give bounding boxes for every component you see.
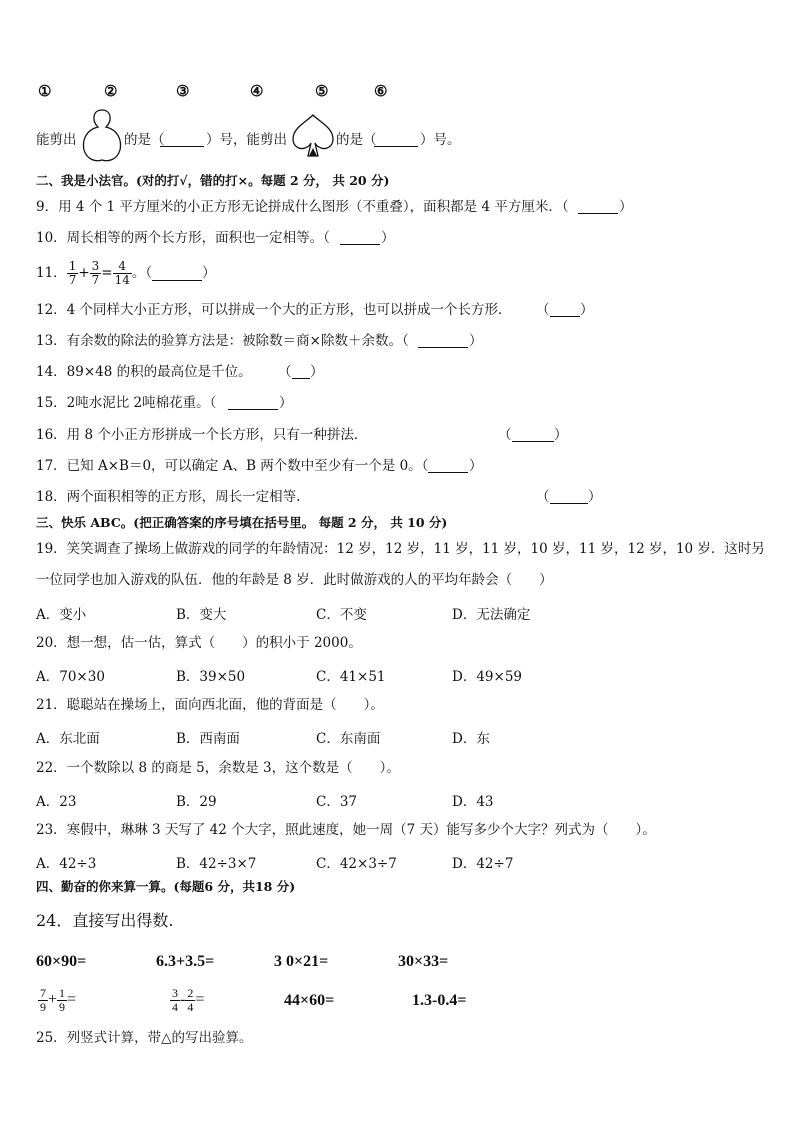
gourd-shape-icon xyxy=(80,108,124,164)
question-19-line-2: 一位同学也加入游戏的队伍．他的年龄是 8 岁．此时做游戏的人的平均年龄会（ ） xyxy=(36,572,553,588)
question-11-end: 。（ xyxy=(131,265,153,281)
plus-sign: + xyxy=(78,265,90,281)
calc-30x21: 3 0×21= xyxy=(274,953,329,970)
question-9: 9．用 4 个 1 平方厘米的小正方形无论拼成什么图形（不重叠），面积都是 4 平方厘米．（ xyxy=(36,199,569,215)
question-22: 22．一个数除以 8 的商是 5，余数是 3，这个数是（ ）。 xyxy=(36,760,400,776)
answer-blank-11[interactable] xyxy=(152,266,202,281)
question-10: 10．周长相等的两个长方形，面积也一定相等。（ xyxy=(36,230,330,246)
answer-blank-10[interactable] xyxy=(340,230,380,245)
minus-sign: - xyxy=(180,991,186,1008)
circle-number-4: ④ xyxy=(250,82,264,100)
fraction-3-4: $\frac{3}{4}$ xyxy=(172,985,178,1014)
calc-44x60: 44×60= xyxy=(284,992,335,1009)
q20-option-d[interactable]: D．49×59 xyxy=(452,669,522,685)
fraction-2-4: $\frac{2}{4}$ xyxy=(187,985,194,1014)
question-11-label: 11． xyxy=(36,265,67,281)
q21-option-c[interactable]: C．东南面 xyxy=(316,731,381,747)
circle-number-5: ⑤ xyxy=(315,82,329,100)
circle-number-3: ③ xyxy=(176,82,190,100)
question-18-close: ） xyxy=(588,489,602,505)
answer-blank-16[interactable] xyxy=(512,427,554,442)
question-15: 15．2吨水泥比 2吨棉花重。（ xyxy=(36,395,217,411)
question-21: 21．聪聪站在操场上，面向西北面，他的背面是（ ）。 xyxy=(36,697,384,713)
equals-sign: = xyxy=(67,991,77,1008)
q21-option-a[interactable]: A．东北面 xyxy=(36,731,100,747)
question-12-close: ） xyxy=(580,302,594,318)
q19-option-c[interactable]: C．不变 xyxy=(316,607,367,623)
calc-fraction-subtract xyxy=(170,982,204,1018)
question-11 xyxy=(36,256,216,290)
answer-blank-15[interactable] xyxy=(228,395,278,410)
q23-option-a[interactable]: A．42÷3 xyxy=(36,856,97,872)
answer-blank-17[interactable] xyxy=(428,458,468,473)
question-9-close: ） xyxy=(619,199,633,215)
question-23: 23．寒假中，琳琳 3 天写了 42 个大字，照此速度，她一周（7 天）能写多少个大字？列式为（ ）。 xyxy=(36,822,656,838)
answer-blank-12[interactable] xyxy=(550,302,580,317)
q22-option-b[interactable]: B．29 xyxy=(176,794,217,810)
equals-sign: = xyxy=(101,265,113,281)
spade-shape-icon xyxy=(290,112,336,160)
answer-blank-spade[interactable] xyxy=(374,132,418,147)
question-20: 20．想一想，估一估，算式（ ）的积小于 2000。 xyxy=(36,635,362,651)
calc-fraction-add xyxy=(38,982,76,1018)
q20-option-b[interactable]: B．39×50 xyxy=(176,669,246,685)
calc-60x90: 60×90= xyxy=(36,953,87,970)
q21-option-b[interactable]: B．西南面 xyxy=(176,731,240,747)
question-14: 14．89×48 的积的最高位是千位。 xyxy=(36,364,252,380)
q19-option-d[interactable]: D．无法确定 xyxy=(452,607,531,623)
section-4-title: 四、勤奋的你来算一算。(每题6 分，共18 分) xyxy=(36,879,296,894)
question-25: 25．列竖式计算，带△的写出验算。 xyxy=(36,1030,253,1046)
cut-line-text-2: 的是（ xyxy=(124,132,165,148)
question-10-close: ） xyxy=(381,230,395,246)
calc-6.3+3.5: 6.3+3.5= xyxy=(156,953,215,970)
q23-option-b[interactable]: B．42÷3×7 xyxy=(176,856,257,872)
calc-1.3-0.4: 1.3-0.4= xyxy=(412,992,467,1009)
cut-line-text-4: 的是（ xyxy=(336,132,377,148)
plus-sign: + xyxy=(48,991,58,1008)
question-19-line-1: 19．笑笑调查了操场上做游戏的同学的年龄情况：12 岁，12 岁，11 岁，11 岁，10 岁，11 岁，12 岁，10 岁．这时另 xyxy=(36,541,765,557)
question-12: 12．4 个同样大小正方形，可以拼成一个大的正方形，也可以拼成一个长方形． xyxy=(36,302,512,318)
section-2-title: 二、我是小法官。(对的打√，错的打×。每题 2 分， 共 20 分) xyxy=(36,173,390,188)
answer-blank-9[interactable] xyxy=(578,199,618,214)
fraction-1-7: $\frac{1}{7}$ xyxy=(68,258,77,287)
q19-option-a[interactable]: A．变小 xyxy=(36,607,87,623)
question-16: 16．用 8 个小正方形拼成一个长方形，只有一种拼法． xyxy=(36,427,368,443)
cut-line-text-1: 能剪出 xyxy=(36,132,77,148)
question-16-close: ） xyxy=(554,427,568,443)
q23-option-c[interactable]: C．42×3÷7 xyxy=(316,856,397,872)
answer-blank-18[interactable] xyxy=(550,489,588,504)
question-24: 24．直接写出得数. xyxy=(36,911,174,930)
question-18-open: （ xyxy=(536,489,550,505)
answer-blank-13[interactable] xyxy=(418,333,468,348)
q23-option-d[interactable]: D．42÷7 xyxy=(452,856,514,872)
q20-option-c[interactable]: C．41×51 xyxy=(316,669,386,685)
calc-30x33: 30×33= xyxy=(398,953,449,970)
q22-option-c[interactable]: C．37 xyxy=(316,794,358,810)
fraction-3-7: $\frac{3}{7}$ xyxy=(91,258,100,287)
q19-option-b[interactable]: B．变大 xyxy=(176,607,227,623)
question-16-open: （ xyxy=(498,427,512,443)
question-17: 17．已知 A×B＝0，可以确定 A、B 两个数中至少有一个是 0。（ xyxy=(36,458,429,474)
question-15-close: ） xyxy=(279,395,293,411)
fraction-7-9: $\frac{7}{9}$ xyxy=(40,985,46,1014)
cut-line-text-5: ）号。 xyxy=(420,132,461,148)
question-11-close: ） xyxy=(202,265,216,281)
question-14-close: ） xyxy=(310,364,324,380)
fraction-4-14: $\frac{4}{14}$ xyxy=(114,258,130,287)
fraction-1-9: $\frac{1}{9}$ xyxy=(59,985,66,1014)
question-18: 18．两个面积相等的正方形，周长一定相等. xyxy=(36,489,301,505)
equals-sign: = xyxy=(195,991,205,1008)
q22-option-d[interactable]: D．43 xyxy=(452,794,494,810)
cut-line-text-3: ）号，能剪出 xyxy=(206,132,287,148)
answer-blank-gourd[interactable] xyxy=(160,132,204,147)
question-12-open: （ xyxy=(536,302,550,318)
q22-option-a[interactable]: A．23 xyxy=(36,794,77,810)
q20-option-a[interactable]: A．70×30 xyxy=(36,669,105,685)
answer-blank-14[interactable] xyxy=(292,364,310,379)
q21-option-d[interactable]: D．东 xyxy=(452,731,490,747)
question-13: 13．有余数的除法的验算方法是：被除数＝商×除数＋余数。（ xyxy=(36,333,409,349)
circle-number-1: ① xyxy=(38,82,52,100)
circle-number-6: ⑥ xyxy=(374,82,388,100)
section-3-title: 三、快乐 ABC。(把正确答案的序号填在括号里。 每题 2 分， 共 10 分) xyxy=(36,515,448,530)
question-14-open: （ xyxy=(278,364,292,380)
question-13-close: ） xyxy=(469,333,483,349)
question-17-close: ） xyxy=(469,458,483,474)
circle-number-2: ② xyxy=(104,82,118,100)
